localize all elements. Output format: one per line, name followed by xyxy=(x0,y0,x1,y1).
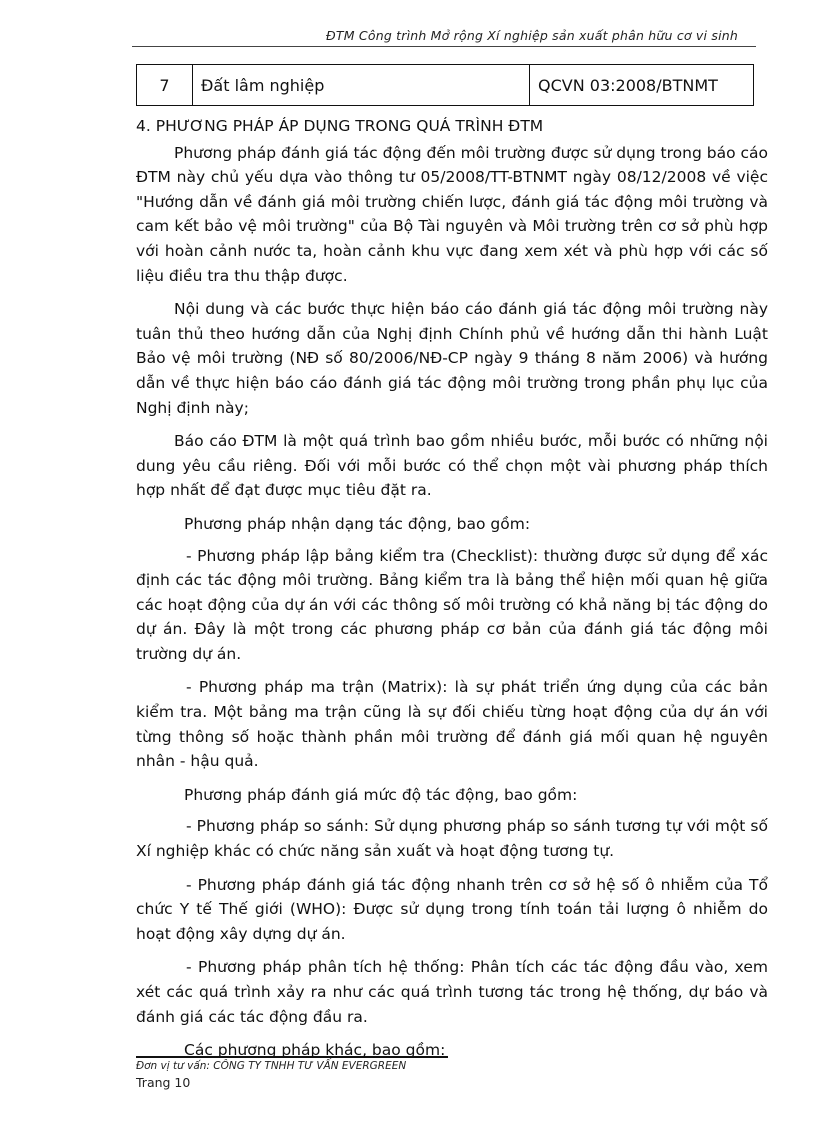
section-heading: 4. PHƯƠNG PHÁP ÁP DỤNG TRONG QUÁ TRÌNH ĐTM xyxy=(136,117,544,135)
page-number: Trang 10 xyxy=(136,1075,191,1090)
row-number: 7 xyxy=(137,65,193,106)
paragraph: Nội dung và các bước thực hiện báo cáo đánh giá tác động môi trường này tuân thủ theo hướng dẫn của Nghị định Chính phủ về hướng dẫn thi hành Luật Bảo vệ môi trường (NĐ số 80/2006/NĐ-CP ngày 9 tháng 8 năm 2006) và hướng dẫn về thực hiện báo cáo đánh giá tác động môi trường trong phần phụ lục của Nghị định này; xyxy=(136,300,768,417)
row-standard: QCVN 03:2008/BTNMT xyxy=(530,65,754,106)
paragraph: Báo cáo ĐTM là một quá trình bao gồm nhiều bước, mỗi bước có những nội dung yêu cầu riêng. Đối với mỗi bước có thể chọn một vài phương pháp thích hợp nhất để đạt được mục tiêu đặt ra. xyxy=(136,432,768,500)
method-group-heading: Phương pháp nhận dạng tác động, bao gồm: xyxy=(184,514,531,533)
method-item: - Phương pháp đánh giá tác động nhanh trên cơ sở hệ số ô nhiễm của Tổ chức Y tế Thế giới (WHO): Được sử dụng trong tính toán tải lượng ô nhiễm do hoạt động xây dựng dự án. xyxy=(136,875,768,943)
method-group-heading: Các phương pháp khác, bao gồm: xyxy=(184,1041,446,1060)
method-item: - Phương pháp lập bảng kiểm tra (Checklist): thường được sử dụng để xác định các tác động môi trường. Bảng kiểm tra là bảng thể hiện mối quan hệ giữa các hoạt động của dự án với các thông số môi trường có khả năng bị tác động do dự án. Đây là một trong các phương pháp cơ bản của đánh giá tác động môi trường dự án. xyxy=(136,546,768,663)
running-header-title: ĐTM Công trình Mở rộng Xí nghiệp sản xuất phân hữu cơ vi sinh xyxy=(326,28,738,43)
method-item: - Phương pháp ma trận (Matrix): là sự phát triển ứng dụng của các bản kiểm tra. Một bảng ma trận cũng là sự đối chiếu từng hoạt động của dự án với từng thông số hoặc thành phần môi trường để đánh giá mối quan hệ nguyên nhân - hậu quả. xyxy=(136,678,768,771)
footer-divider xyxy=(136,1056,448,1058)
method-item: - Phương pháp so sánh: Sử dụng phương pháp so sánh tương tự với một số Xí nghiệp khác có chức năng sản xuất và hoạt động tương tự. xyxy=(136,817,768,861)
method-item: - Phương pháp phân tích hệ thống: Phân tích các tác động đầu vào, xem xét các quá trình xảy ra như các quá trình tương tác trong hệ thống, dự báo và đánh giá các tác động đầu ra. xyxy=(136,958,768,1026)
paragraph: Phương pháp đánh giá tác động đến môi trường được sử dụng trong báo cáo ĐTM này chủ yếu dựa vào thông tư 05/2008/TT-BTNMT ngày 08/12/2008 về việc "Hướng dẫn về đánh giá môi trường chiến lược, đánh giá tác động môi trường và cam kết bảo vệ môi trường" của Bộ Tài nguyên và Môi trường trên cơ sở phù hợp với hoàn cảnh nước ta, hoàn cảnh khu vực đang xem xét và phù hợp với các số liệu điều tra thu thập được. xyxy=(136,143,768,285)
table-row xyxy=(137,65,754,106)
header-divider xyxy=(132,46,756,47)
method-group-heading: Phương pháp đánh giá mức độ tác động, bao gồm: xyxy=(184,785,578,804)
document-body xyxy=(136,114,768,1070)
standards-table xyxy=(136,64,754,106)
row-name: Đất lâm nghiệp xyxy=(193,65,530,106)
footer-consultant: Đơn vị tư vấn: CÔNG TY TNHH TƯ VẤN EVERGREEN xyxy=(136,1060,407,1072)
